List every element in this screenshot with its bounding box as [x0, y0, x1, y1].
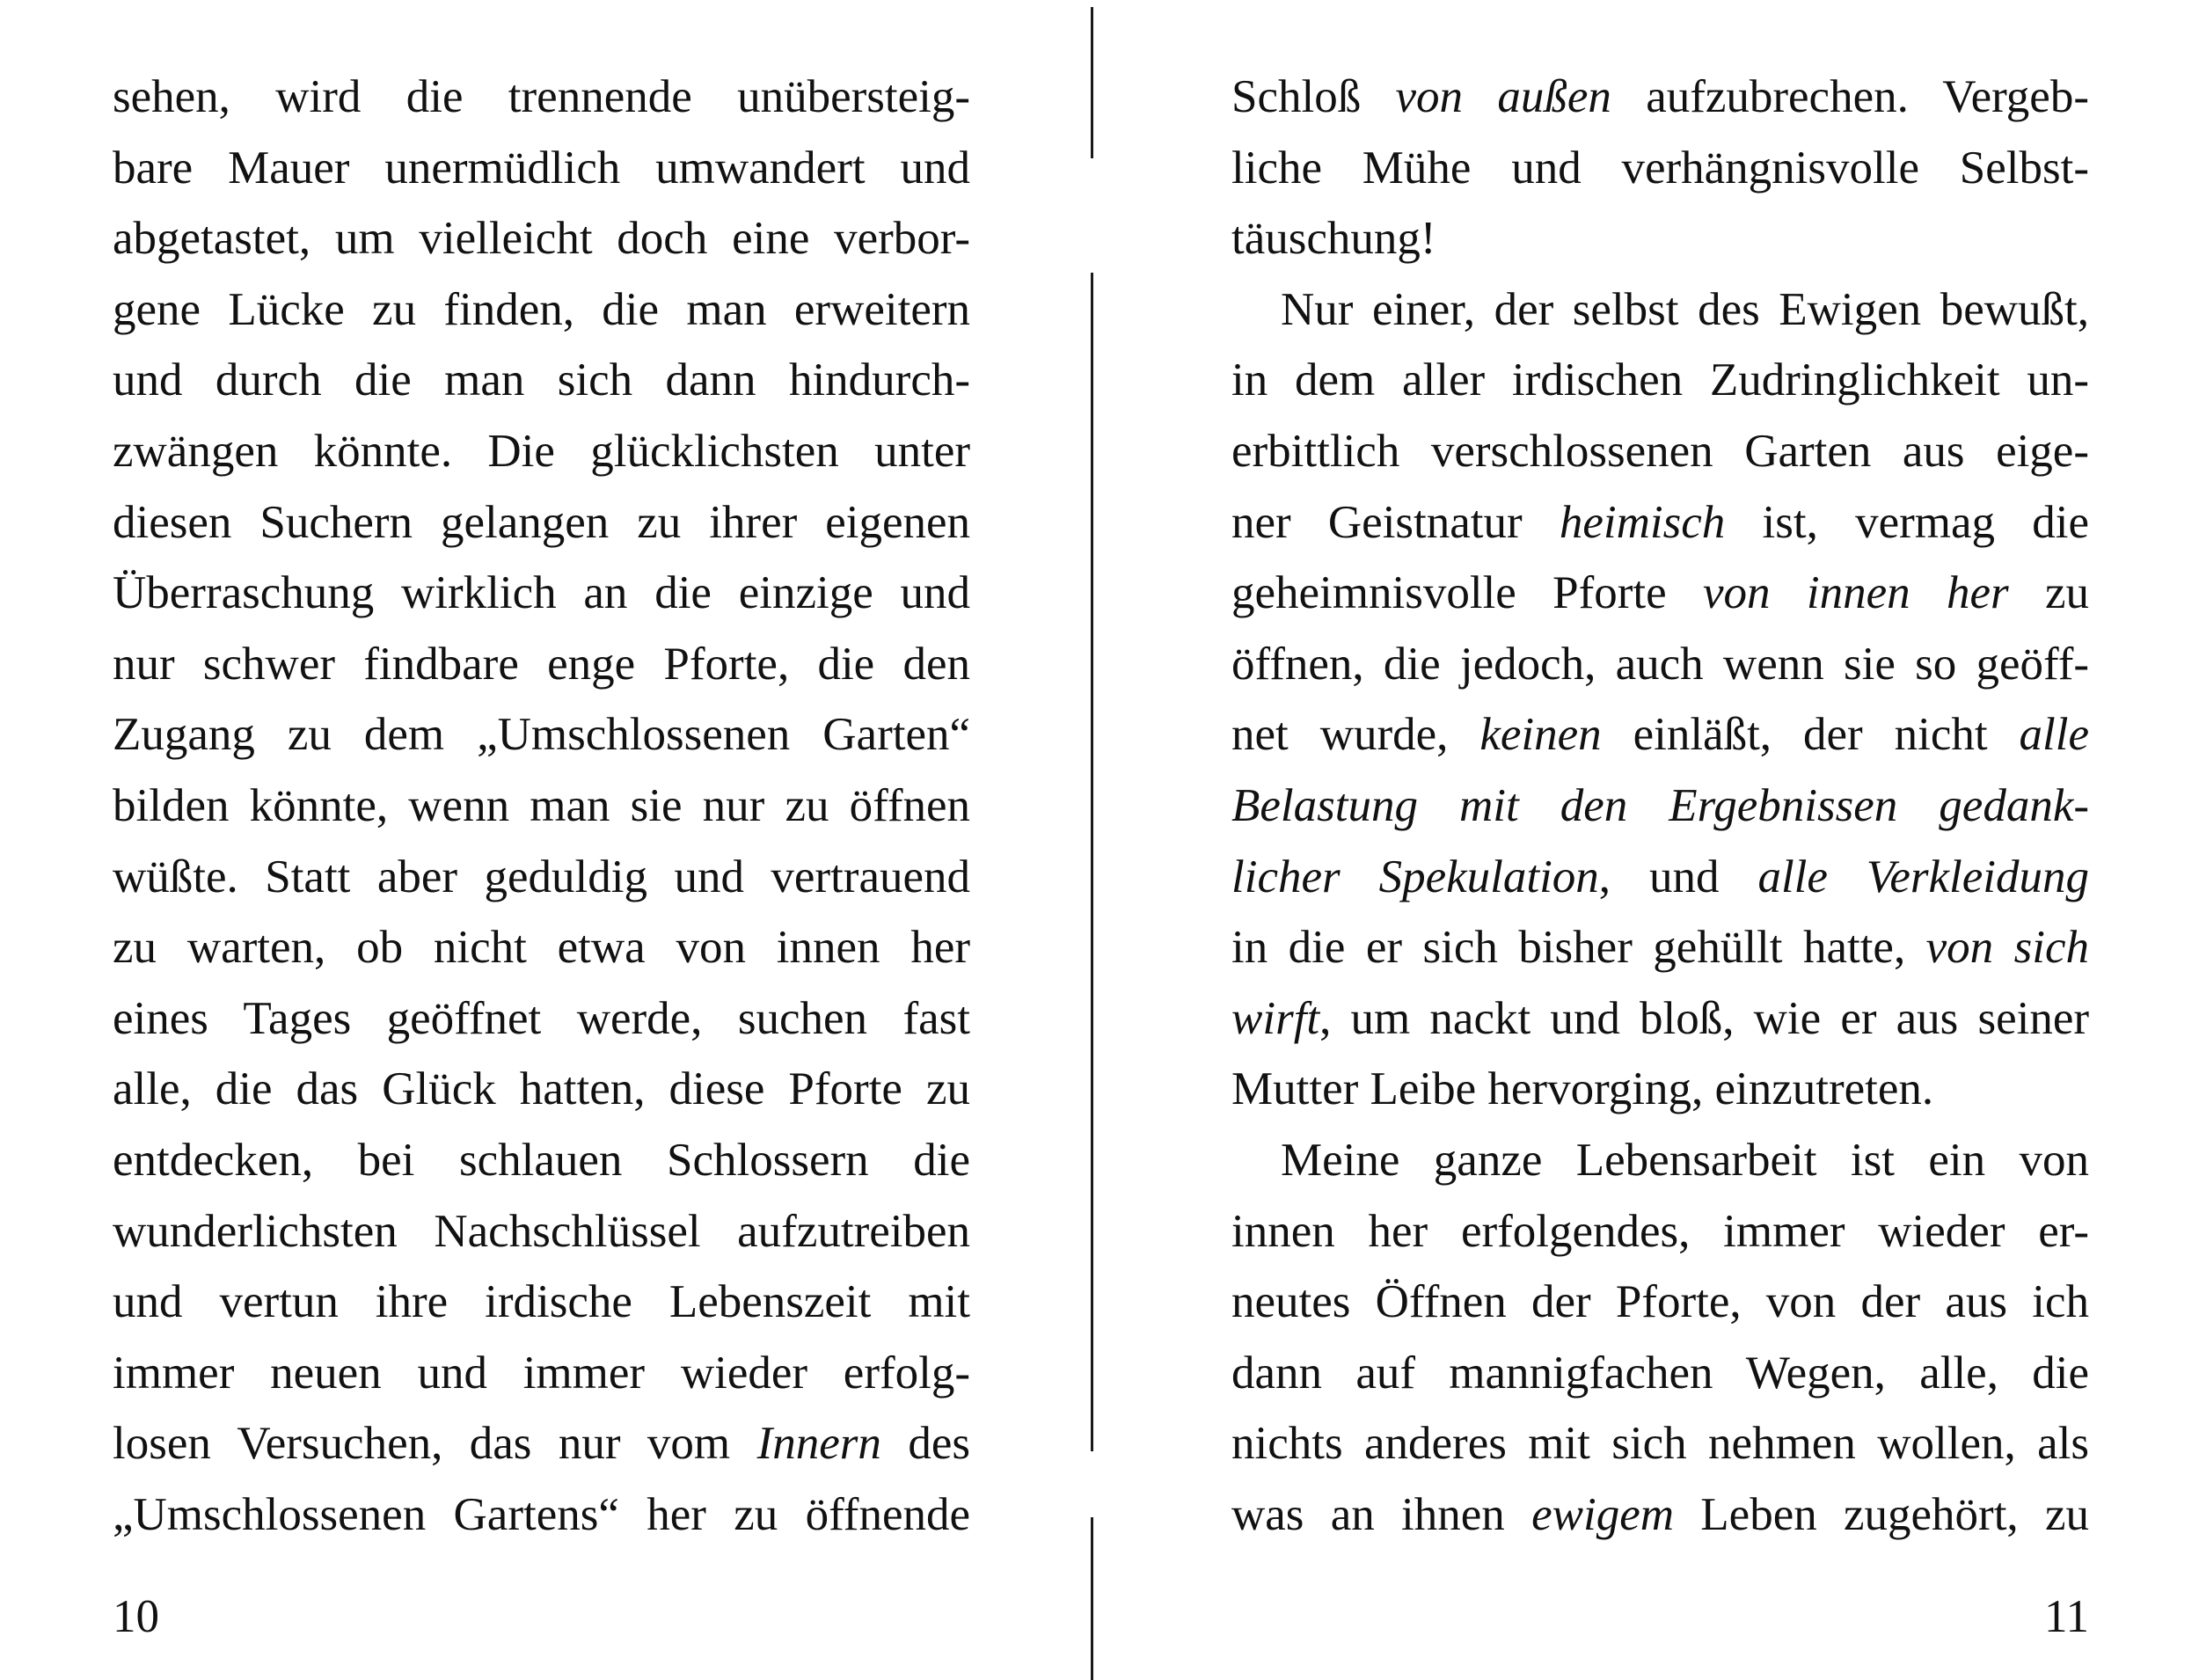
gutter-line-bottom	[1091, 1517, 1093, 1680]
text-run: Leben zugehört, zu	[1674, 1489, 2090, 1540]
text-run: Meine ganze Lebensarbeit ist ein von	[1281, 1135, 2089, 1186]
text-run: in die er sich bisher gehüllt hatte,	[1231, 922, 1926, 974]
text-line	[1231, 1134, 2089, 1187]
text-run: Schloß	[1231, 71, 1396, 122]
text-line	[1231, 1205, 2089, 1258]
text-run: in dem aller irdischen Zudringlichkeit un-	[1231, 354, 2089, 406]
text-run: was an ihnen	[1231, 1489, 1532, 1540]
text-run: dann auf mannigfachen Wegen, alle, die	[1231, 1347, 2089, 1399]
text-line	[1231, 1488, 2089, 1541]
text-line	[1231, 283, 2089, 336]
text-line	[113, 1417, 970, 1470]
text-run: innen her erfolgendes, immer wieder er-	[1231, 1205, 2089, 1257]
italic-text: alle Verkleidung	[1757, 851, 2090, 902]
text-line	[1231, 851, 2089, 903]
text-line	[113, 638, 970, 690]
text-line	[1231, 70, 2089, 123]
text-line	[113, 992, 970, 1045]
italic-text: ewigem	[1531, 1489, 1674, 1540]
text-line	[1231, 1417, 2089, 1470]
text-run: gene Lücke zu finden, die man erweitern	[113, 283, 970, 335]
text-line	[1231, 566, 2089, 619]
text-run: ist, vermag die	[1725, 496, 2089, 548]
text-run: Nur einer, der selbst des Ewigen bewußt,	[1281, 283, 2089, 335]
text-run: , um nackt und bloß, wie er aus seiner	[1319, 992, 2089, 1044]
italic-text: heimisch	[1559, 496, 1726, 548]
page-number-left: 10	[113, 1591, 159, 1642]
text-run: erbittlich verschlossenen Garten aus eige-	[1231, 426, 2089, 477]
text-line	[113, 921, 970, 974]
text-run: wüßte. Statt aber geduldig und vertrauend	[113, 851, 970, 902]
italic-text: alle	[2019, 709, 2089, 761]
text-run: einläßt, der nicht	[1601, 709, 2020, 761]
text-run: nichts anderes mit sich nehmen wollen, als	[1231, 1418, 2089, 1470]
text-line	[113, 1205, 970, 1258]
text-run: neutes Öffnen der Pforte, von der aus ich	[1231, 1276, 2089, 1328]
text-run: nur schwer findbare enge Pforte, die den	[113, 638, 970, 690]
text-run: ner Geistnatur	[1231, 496, 1560, 548]
text-run: Zugang zu dem „Umschlossenen Garten“	[113, 709, 970, 761]
text-run: Überraschung wirklich an die einzige und	[113, 567, 970, 619]
text-run: sehen, wird die trennende unübersteig-	[113, 71, 970, 122]
left-page	[0, 0, 1091, 1680]
text-line	[113, 496, 970, 549]
gutter-line-middle	[1091, 273, 1093, 1451]
text-line	[1231, 212, 2089, 265]
text-run: und vertun ihre irdische Lebenszeit mit	[113, 1276, 970, 1328]
italic-text: wirft	[1231, 992, 1320, 1044]
text-run: täuschung!	[1231, 213, 1436, 265]
italic-text: Innern	[756, 1418, 881, 1470]
text-run: bilden könnte, wenn man sie nur zu öffnen	[113, 780, 970, 831]
text-run: Mutter Leibe hervorging, einzutreten.	[1231, 1063, 1934, 1115]
text-line	[113, 142, 970, 194]
text-line	[113, 212, 970, 265]
text-line	[1231, 779, 2089, 832]
text-run: zwängen könnte. Die glücklichsten unter	[113, 426, 970, 477]
text-line	[1231, 142, 2089, 194]
text-line	[1231, 992, 2089, 1045]
text-run: und durch die man sich dann hindurch-	[113, 354, 970, 406]
gutter-line-top	[1091, 7, 1093, 158]
right-page	[1100, 0, 2199, 1680]
text-run: des	[880, 1418, 970, 1470]
italic-text: von innen her	[1703, 567, 2009, 619]
text-line	[113, 425, 970, 478]
text-line	[113, 1134, 970, 1187]
page-number-right: 11	[2043, 1591, 2089, 1642]
text-run: aufzubrechen. Vergeb-	[1611, 71, 2089, 122]
text-run: „Umschlossenen Gartens“ her zu öffnende	[113, 1489, 970, 1540]
text-run: abgetastet, um vielleicht doch eine verbor-	[113, 213, 970, 265]
text-line	[1231, 1275, 2089, 1328]
italic-text: Belastung mit den Ergebnissen gedank-	[1231, 780, 2089, 831]
italic-text: licher Spekulation	[1231, 851, 1599, 902]
text-run: zu warten, ob nicht etwa von innen her	[113, 922, 970, 974]
text-run: bare Mauer unermüdlich umwandert und	[113, 142, 970, 194]
text-line	[113, 1347, 970, 1399]
text-line	[113, 566, 970, 619]
text-run: net wurde,	[1231, 709, 1480, 761]
text-line	[1231, 425, 2089, 478]
text-line	[113, 1488, 970, 1541]
italic-text: von außen	[1395, 71, 1611, 122]
text-run: geheimnisvolle Pforte	[1231, 567, 1704, 619]
text-line	[113, 70, 970, 123]
text-run: diesen Suchern gelangen zu ihrer eigenen	[113, 496, 970, 548]
italic-text: keinen	[1479, 709, 1602, 761]
text-run: entdecken, bei schlauen Schlossern die	[113, 1135, 970, 1186]
text-line	[1231, 1347, 2089, 1399]
text-line	[1231, 496, 2089, 549]
text-run: liche Mühe und verhängnisvolle Selbst-	[1231, 142, 2089, 194]
text-run: wunderlichsten Nachschlüssel aufzutreiben	[113, 1205, 970, 1257]
text-line	[113, 283, 970, 336]
text-line	[1231, 638, 2089, 690]
text-run: zu	[2008, 567, 2089, 619]
text-line	[113, 779, 970, 832]
text-line	[1231, 1063, 2089, 1115]
text-run: öffnen, die jedoch, auch wenn sie so geöff-	[1231, 638, 2089, 690]
text-run: immer neuen und immer wieder erfolg-	[113, 1347, 970, 1399]
text-run: , und	[1598, 851, 1758, 902]
text-line	[113, 1275, 970, 1328]
text-line	[1231, 921, 2089, 974]
text-line	[1231, 354, 2089, 406]
text-line	[1231, 708, 2089, 761]
text-line	[113, 851, 970, 903]
text-run: eines Tages geöffnet werde, suchen fast	[113, 992, 970, 1044]
text-line	[113, 354, 970, 406]
text-line	[113, 708, 970, 761]
text-run: losen Versuchen, das nur vom	[113, 1418, 757, 1470]
text-run: alle, die das Glück hatten, diese Pforte zu	[113, 1063, 970, 1115]
text-line	[113, 1063, 970, 1115]
italic-text: von sich	[1925, 922, 2089, 974]
